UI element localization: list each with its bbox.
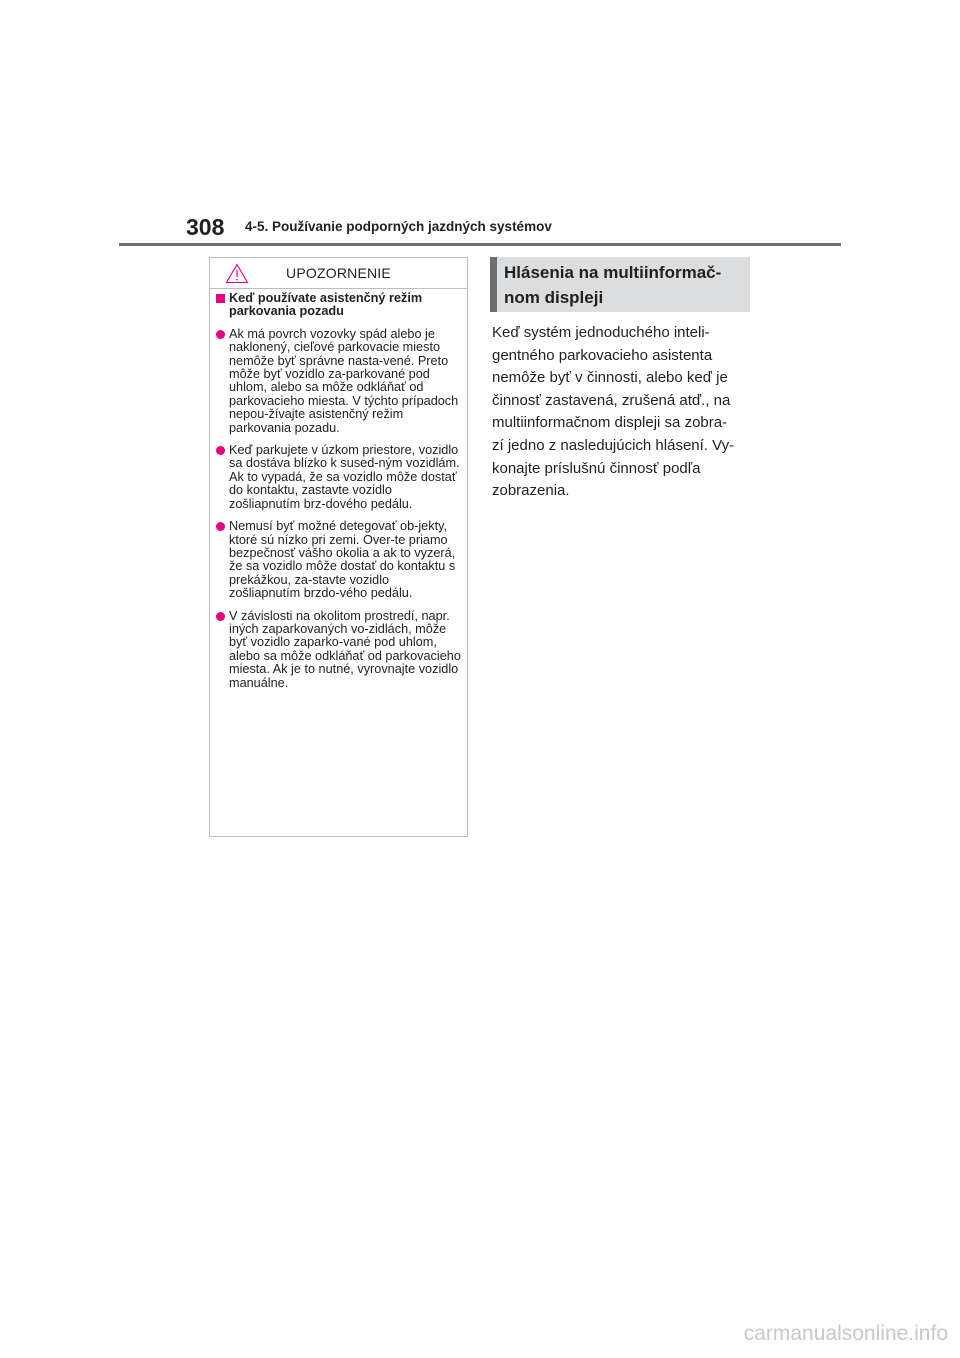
caution-item-text: Ak má povrch vozovky spád alebo je naklonený, cieľové parkovacie miesto nemôže byť správne nasta-vené. Preto môže byť vozidlo za-parkované pod uhlom, alebo sa môže odkláňať od parkovacieho miesta. V týchto prípadoch nepou-žívajte asistenčný režim parkovania pozadu.: [229, 326, 459, 435]
caution-item-text: Keď parkujete v úzkom priestore, vozidlo sa dostáva blízko k sused-ným vozidlám. Ak to vypadá, že sa vozidlo môže dostať do kontaktu, zastavte vozidlo zošliapnutím brz-dového pedálu.: [229, 443, 460, 511]
info-body-line: nemôže byť v činnosti, alebo keď je: [492, 369, 728, 387]
info-body-line: činnosť zastavená, zrušená atď., na: [492, 391, 731, 409]
square-bullet-icon: [216, 294, 225, 303]
info-heading-text: [504, 260, 744, 310]
caution-box: [209, 257, 468, 837]
info-body-line: konajte príslušnú činnosť podľa: [492, 459, 701, 477]
caution-item-text: V závislosti na okolitom prostredí, napr. iných zaparkovaných vo-zidlách, môže byť vozidlo zaparko-vané pod uhlom, alebo sa môže odkláňať od parkovacieho miesta. Ak je to nutné, vyrovnajte vozidlo manuálne.: [229, 608, 461, 690]
info-body-line: zobrazenia.: [492, 482, 570, 500]
info-body: [492, 322, 757, 503]
caution-subheading: [215, 292, 461, 319]
header-rule: [119, 243, 841, 246]
caution-subheading-text: Keď používate asistenčný režim parkovania pozadu: [229, 291, 423, 319]
caution-item: [215, 444, 461, 511]
round-bullet-icon: [216, 612, 225, 621]
caution-title: UPOZORNENIE: [286, 265, 391, 281]
caution-item-text: Nemusí byť možné detegovať ob-jekty, ktoré sú nízko pri zemi. Over-te priamo bezpečnosť vášho okolia a ak to vyzerá, že sa vozidlo môže dostať do kontaktu s prekážkou, za-stavte vozidlo zošliapnutím brzdo-vého pedálu.: [229, 519, 456, 601]
round-bullet-icon: [216, 522, 225, 531]
info-heading-line: nom displeji: [504, 288, 604, 307]
caution-item: [215, 328, 461, 435]
info-heading-line: Hlásenia na multiinformač-: [504, 263, 722, 282]
info-body-line: Keď systém jednoduchého inteli-: [492, 324, 710, 341]
info-heading: [490, 257, 750, 312]
info-body-line: gentného parkovacieho asistenta: [492, 346, 713, 364]
round-bullet-icon: [216, 446, 225, 455]
heading-accent-bar: [490, 257, 497, 312]
caution-item: [215, 610, 461, 690]
caution-header: [210, 258, 467, 289]
info-body-line: multiinformačnom displeji sa zobra-: [492, 414, 728, 432]
info-body-line: zí jedno z nasledujúcich hlásení. Vy-: [492, 436, 735, 454]
watermark: carmanualsonline.info: [743, 1322, 948, 1345]
caution-item: [215, 520, 461, 600]
page-number: 308: [186, 214, 225, 240]
round-bullet-icon: [216, 330, 225, 339]
caution-body: [215, 292, 461, 699]
section-title: 4-5. Používanie podporných jazdných systémov: [245, 219, 552, 234]
